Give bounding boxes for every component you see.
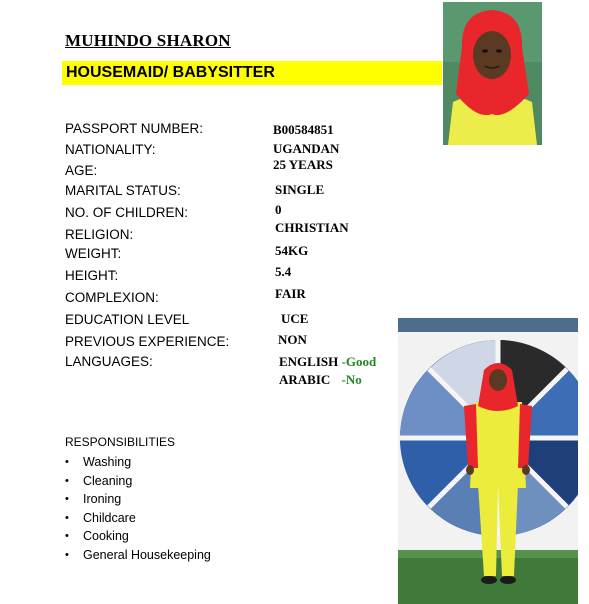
list-item: • Ironing	[65, 490, 211, 509]
candidate-name: MUHINDO SHARON	[65, 31, 231, 50]
label-nationality: NATIONALITY:	[65, 142, 156, 157]
label-passport: PASSPORT NUMBER:	[65, 121, 204, 136]
language-level: -No	[341, 372, 362, 387]
value-experience: NON	[278, 332, 307, 347]
list-item: • Childcare	[65, 509, 211, 528]
label-marital-status: MARITAL STATUS:	[65, 183, 181, 198]
responsibilities-list	[65, 453, 211, 564]
language-level: -Good	[341, 354, 377, 369]
value-complexion: FAIR	[275, 286, 306, 301]
label-height: HEIGHT:	[65, 268, 119, 283]
value-children: 0	[275, 202, 282, 217]
value-education: UCE	[281, 311, 309, 326]
language-name: ENGLISH	[279, 354, 339, 369]
language-name: ARABIC	[279, 372, 331, 387]
value-weight: 54KG	[275, 243, 309, 258]
label-age: AGE:	[65, 163, 98, 178]
full-body-photo	[398, 318, 578, 604]
label-experience: PREVIOUS EXPERIENCE:	[65, 334, 230, 349]
list-item: • Cooking	[65, 527, 211, 546]
responsibilities-heading: RESPONSIBILITIES	[65, 435, 176, 449]
label-weight: WEIGHT:	[65, 246, 122, 261]
label-education: EDUCATION LEVEL	[65, 312, 190, 327]
list-item: • General Housekeeping	[65, 546, 211, 565]
value-height: 5.4	[275, 264, 292, 279]
label-children: NO. OF CHILDREN:	[65, 205, 189, 220]
job-title: HOUSEMAID/ BABYSITTER	[66, 64, 275, 81]
list-item: • Cleaning	[65, 472, 211, 491]
value-nationality: UGANDAN	[273, 141, 340, 156]
portrait-photo	[443, 2, 542, 145]
value-marital-status: SINGLE	[275, 182, 325, 197]
label-religion: RELIGION:	[65, 227, 134, 242]
label-languages: LANGUAGES:	[65, 354, 153, 369]
language-english	[279, 354, 376, 370]
language-arabic	[279, 372, 362, 388]
value-religion: CHRISTIAN	[275, 220, 349, 235]
label-complexion: COMPLEXION:	[65, 290, 159, 305]
list-item: • Washing	[65, 453, 211, 472]
value-passport: B00584851	[273, 122, 334, 137]
value-age: 25 YEARS	[273, 157, 333, 172]
